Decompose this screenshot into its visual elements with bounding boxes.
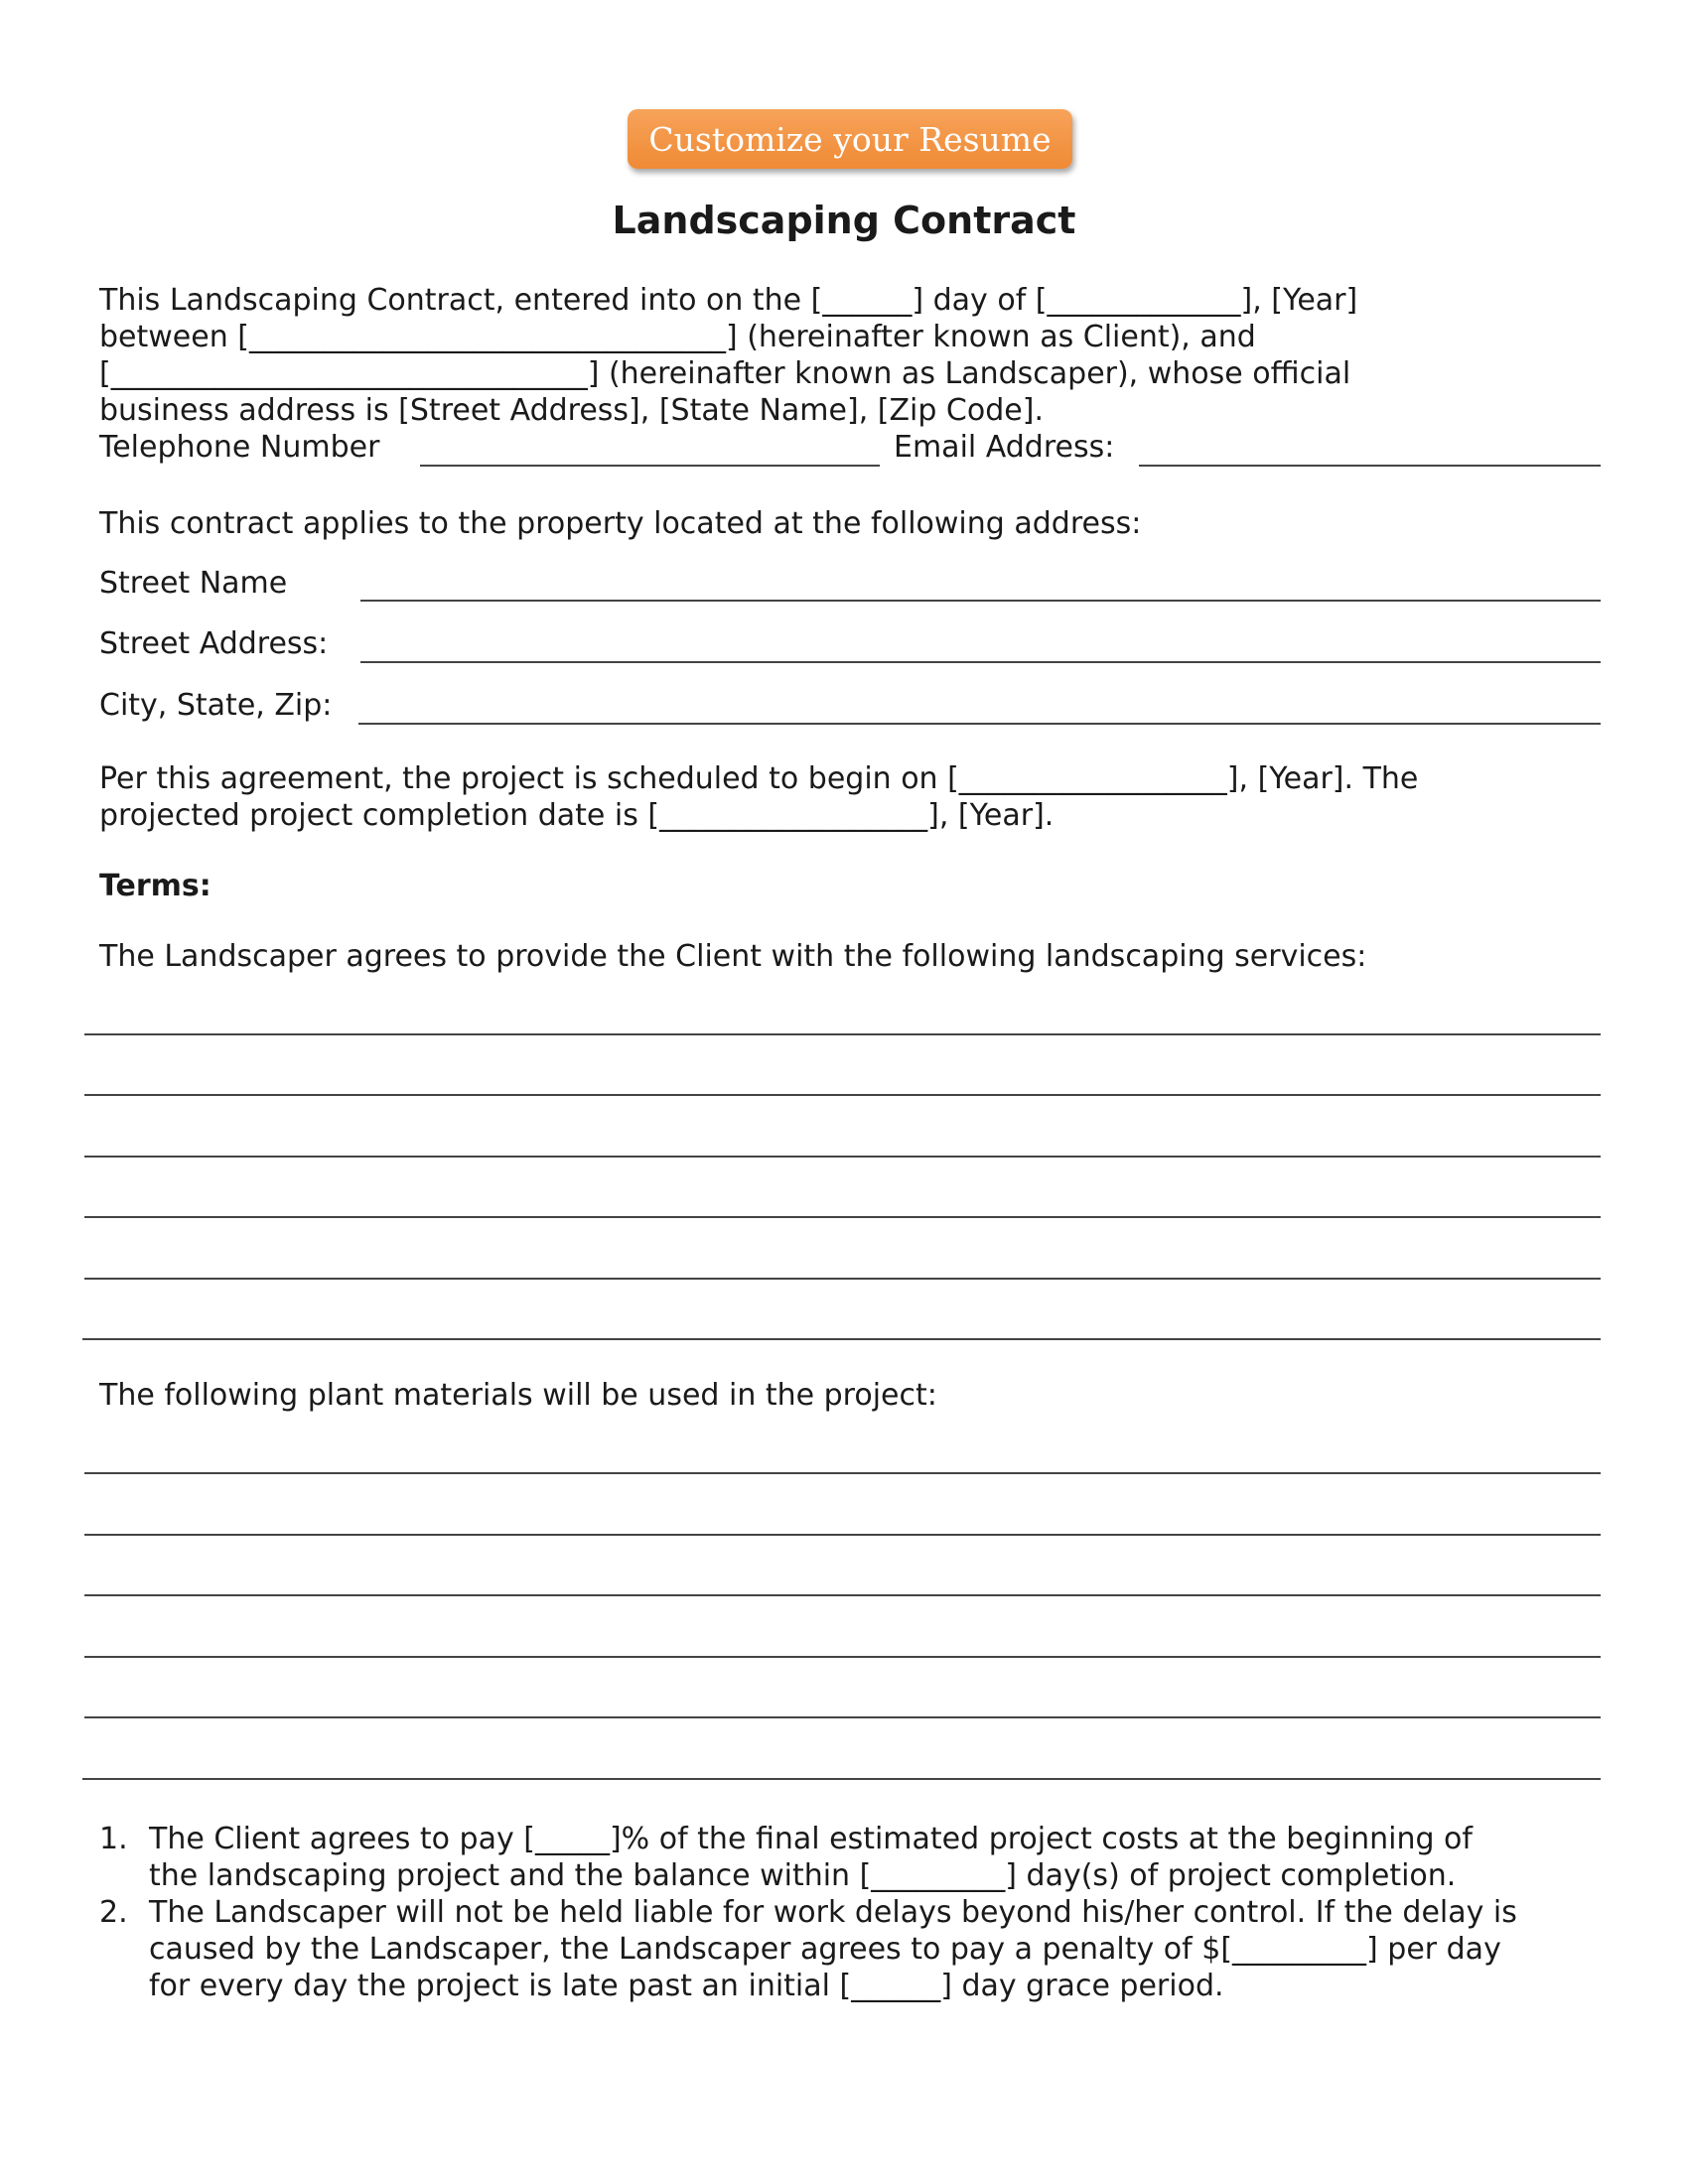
plants-label: The following plant materials will be used in the project:: [99, 1378, 937, 1413]
plants-entry-line[interactable]: [84, 1472, 1601, 1474]
intro-line: between [________________________________] (hereinafter known as Client), and: [99, 320, 1256, 354]
list-number: 2.: [99, 1895, 128, 1930]
phone-label: Telephone Number: [99, 430, 380, 465]
intro-line: business address is [Street Address], [State Name], [Zip Code].: [99, 393, 1044, 428]
street-name-field-line[interactable]: [360, 600, 1601, 602]
schedule-line: Per this agreement, the project is scheduled to begin on [__________________], [Year]. The: [99, 761, 1419, 796]
list-item-text: The Landscaper will not be held liable for work delays beyond his/her control. If the delay is: [149, 1895, 1517, 1930]
services-entry-line[interactable]: [84, 1156, 1601, 1158]
services-label: The Landscaper agrees to provide the Client with the following landscaping services:: [99, 939, 1367, 974]
plants-entry-line[interactable]: [84, 1534, 1601, 1536]
terms-heading: Terms:: [99, 869, 211, 903]
property-heading: This contract applies to the property located at the following address:: [99, 506, 1142, 541]
schedule-line: projected project completion date is [__________________], [Year].: [99, 798, 1055, 833]
list-item-text: The Client agrees to pay [_____]% of the final estimated project costs at the beginning of: [149, 1822, 1473, 1856]
services-entry-line[interactable]: [84, 1033, 1601, 1035]
city-state-zip-field-line[interactable]: [358, 723, 1601, 725]
street-address-field-line[interactable]: [360, 661, 1601, 663]
intro-line: [________________________________] (hereinafter known as Landscaper), whose official: [99, 356, 1351, 391]
intro-line: This Landscaping Contract, entered into on the [______] day of [_____________], [Year]: [99, 283, 1358, 318]
services-entry-line[interactable]: [84, 1094, 1601, 1096]
city-state-zip-label: City, State, Zip:: [99, 688, 333, 723]
list-item-text: for every day the project is late past an initial [______] day grace period.: [149, 1969, 1224, 2003]
plants-entry-line[interactable]: [84, 1716, 1601, 1718]
plants-entry-line[interactable]: [82, 1778, 1601, 1780]
plants-entry-line[interactable]: [84, 1594, 1601, 1596]
services-entry-line[interactable]: [82, 1338, 1601, 1340]
email-label: Email Address:: [894, 430, 1115, 465]
list-item-text: the landscaping project and the balance within [_________] day(s) of project completion.: [149, 1858, 1457, 1893]
street-name-label: Street Name: [99, 566, 288, 601]
plants-entry-line[interactable]: [84, 1656, 1601, 1658]
customize-resume-button[interactable]: Customize your Resume: [628, 109, 1072, 169]
street-address-label: Street Address:: [99, 626, 329, 661]
page-title: Landscaping Contract: [612, 199, 1076, 242]
services-entry-line[interactable]: [84, 1216, 1601, 1218]
services-entry-line[interactable]: [84, 1278, 1601, 1280]
list-number: 1.: [99, 1822, 128, 1856]
phone-field-line[interactable]: [420, 465, 880, 467]
list-item-text: caused by the Landscaper, the Landscaper agrees to pay a penalty of $[_________] per day: [149, 1932, 1501, 1967]
email-field-line[interactable]: [1139, 465, 1601, 467]
